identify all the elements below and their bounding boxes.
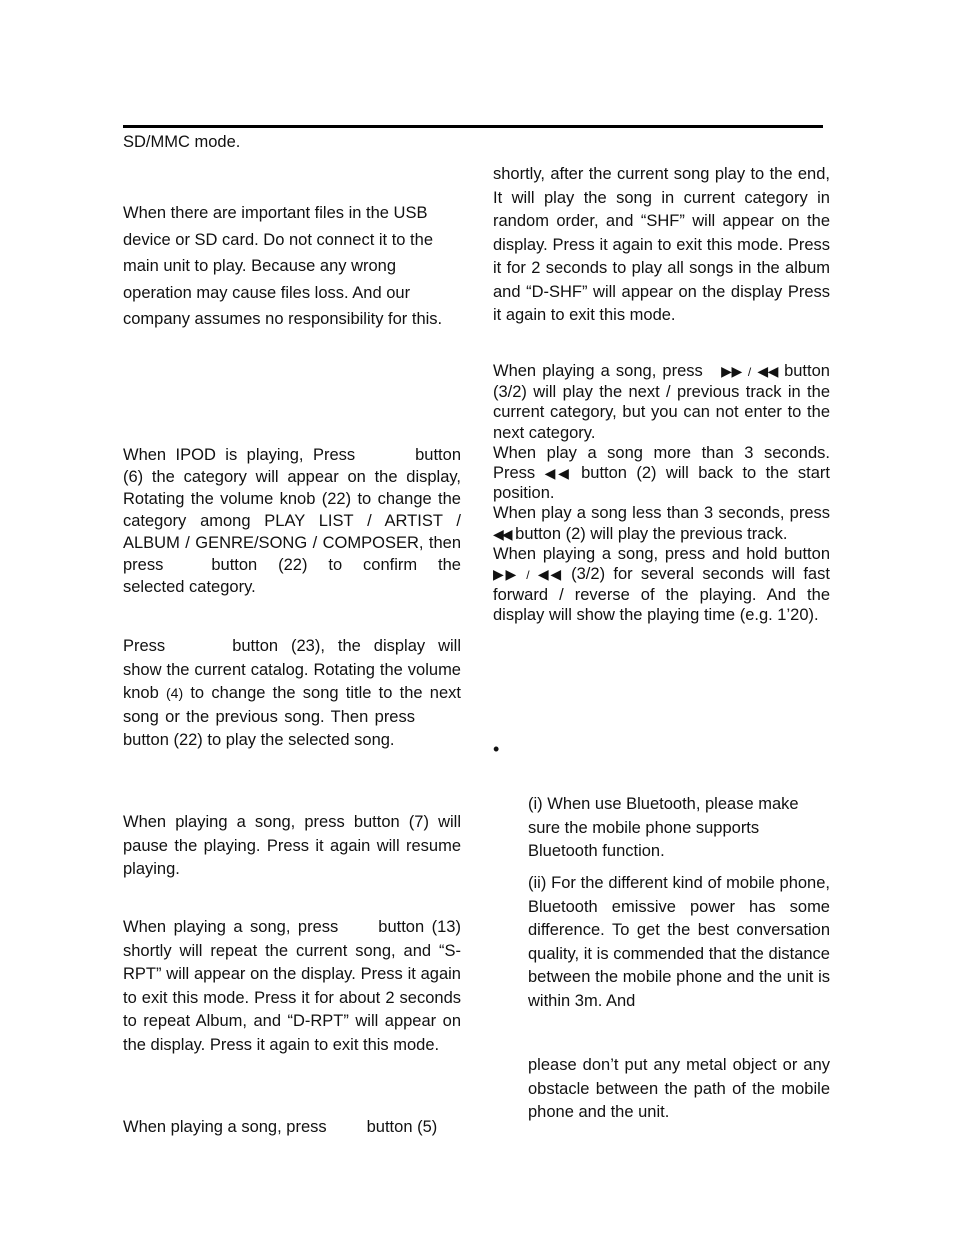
paragraph-bluetooth-note-2: (ii) For the different kind of mobile phone, Bluetooth emissive power has some difference. To get the best conversation quality, it is commended that the distance between the mobile phone and the unit is within 3m. And xyxy=(528,874,830,1010)
rewind-icon: ◀◀ xyxy=(544,465,572,482)
paragraph-ipod-category: When IPOD is playing, Press button (6) the category will appear on the display, Rotating the volume knob (22) to change the category among PLAY LIST / ARTIST / ALBUM / GENRE/SONG / COMPOSER, then press button (22) to confirm the selected category. xyxy=(123,446,461,596)
paragraph-track-skip: When playing a song, press ▶▶ / ◀◀ button (3/2) will play the next / previous track in the current category, but you can not enter to the next category. When play a song more than 3 seconds. Press ◀◀ button (2) will back to the start position. When play a song less than 3 seconds, press ◀◀ button (2) will play the previous track. When playing a song, press and hold button ▶▶ / ◀◀ (3/2) for several seconds will fast forward / reverse of the playing. And the display will show the playing time (e.g. 1’20). xyxy=(493,362,830,625)
rewind-icon: ◀◀ xyxy=(537,566,563,583)
fast-forward-icon: ▶▶ xyxy=(721,363,742,379)
header-rule xyxy=(123,125,823,128)
fast-forward-icon: ▶▶ xyxy=(493,566,518,583)
rewind-icon: ◀◀ xyxy=(757,363,778,379)
rewind-icon: ◀◀ xyxy=(493,525,511,542)
paragraph-shuffle: shortly, after the current song play to the end, It will play the song in current category in random order, and “SHF” will appear on the display. Press it again to exit this mode. Press it for 2 seconds to play all songs in the album and “D-SHF” will appear on the display Press it again to exit this mode. xyxy=(493,165,830,324)
paragraph-bluetooth-note-1: (i) When use Bluetooth, please make sure the mobile phone supports Bluetooth function. xyxy=(528,795,799,860)
paragraph-repeat: When playing a song, press button (13) shortly will repeat the current song, and “S-RPT” will appear on the display. Press it again to exit this mode. Press it for about 2 seconds to repeat Album, and “D-RPT” will appear on the display. Press it again to exit this mode. xyxy=(123,918,461,1054)
paragraph-shuffle-start: When playing a song, press button (5) xyxy=(123,1118,438,1136)
paragraph-catalog: Press button (23), the display will show the current catalog. Rotating the volume knob (4) to change the song title to the next song or the previous song. Then pressbutton (22) to play the selected song. xyxy=(123,637,461,749)
paragraph-warning: When there are important files in the USB device or SD card. Do not connect it to the main unit to play. Because any wrong operation may cause files loss. And our company assumes no responsibility for this. xyxy=(123,204,443,328)
paragraph-pause: When playing a song, press button (7) will pause the playing. Press it again will resume playing. xyxy=(123,813,461,878)
bullet-marker: • xyxy=(493,739,500,759)
paragraph-bluetooth-note-3: please don’t put any metal object or any obstacle between the path of the mobile phone and the unit. xyxy=(528,1056,830,1121)
paragraph-sd-mode: SD/MMC mode. xyxy=(123,133,241,151)
